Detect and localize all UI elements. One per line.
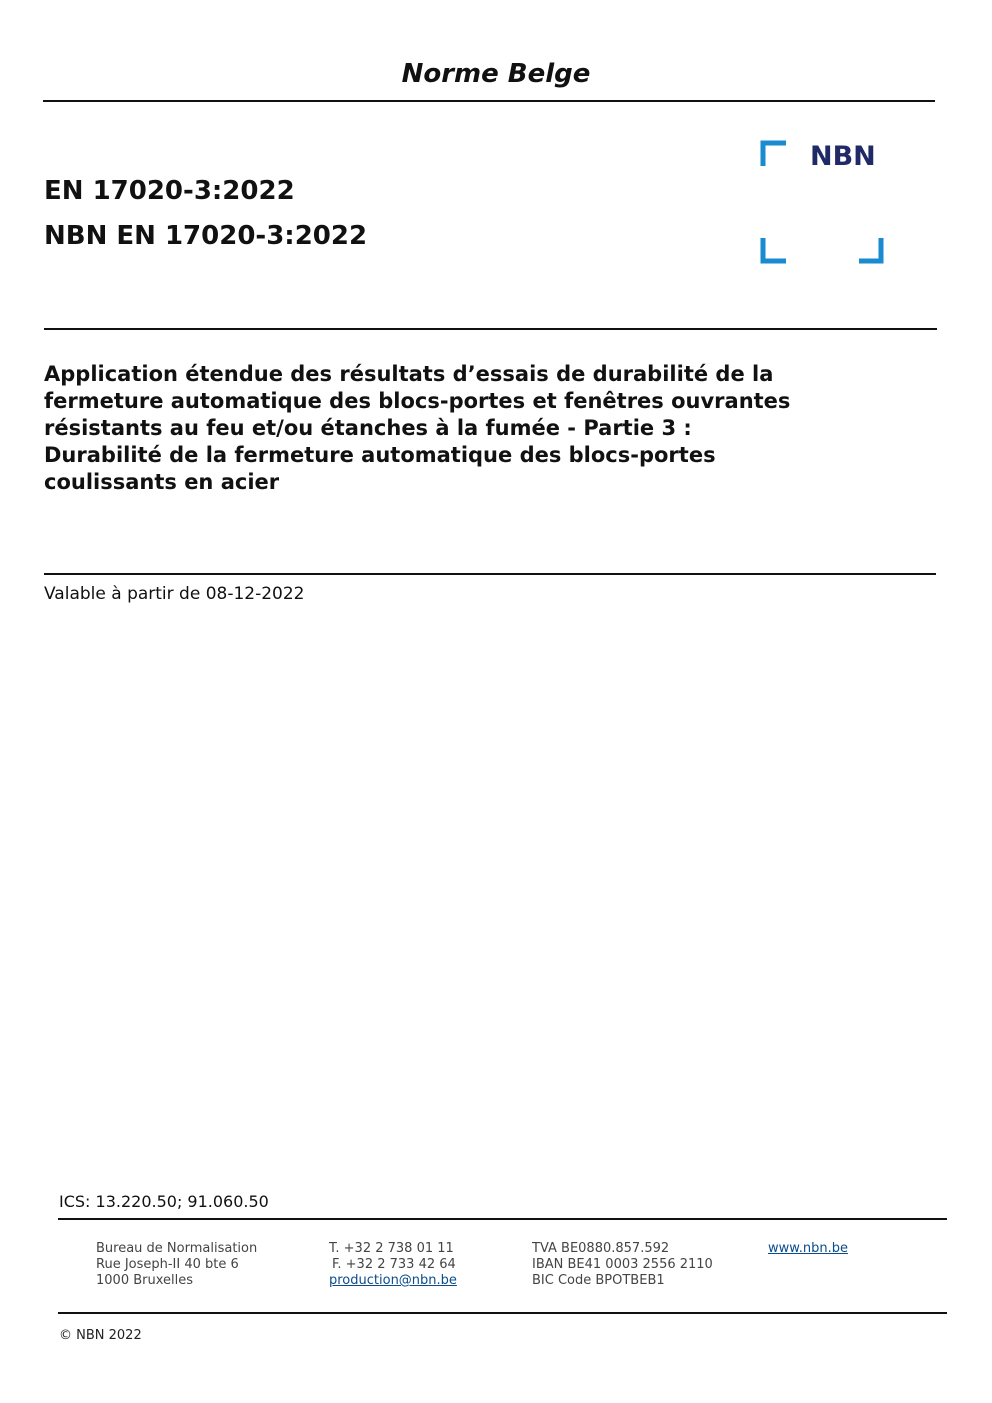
- fax-number: F. +32 2 733 42 64: [332, 1257, 456, 1272]
- ics-codes: ICS: 13.220.50; 91.060.50: [59, 1192, 269, 1211]
- document-title-line: coulissants en acier: [44, 470, 280, 494]
- validity-date: Valable à partir de 08-12-2022: [44, 584, 305, 604]
- footer-divider-bottom: [58, 1312, 947, 1314]
- vat-number: TVA BE0880.857.592: [532, 1241, 670, 1256]
- standard-code-nbn: NBN EN 17020-3:2022: [44, 221, 368, 251]
- document-title-line: résistants au feu et/ou étanches à la fumée - Partie 3 :: [44, 416, 692, 440]
- footer-banking: [532, 1241, 713, 1289]
- document-title: [44, 361, 924, 496]
- footer-website: [768, 1241, 848, 1257]
- header-divider: [43, 100, 935, 102]
- header-title: Norme Belge: [401, 59, 591, 89]
- footer-divider-top: [58, 1218, 947, 1220]
- copyright-notice: © NBN 2022: [59, 1328, 142, 1343]
- nbn-logo: [760, 140, 886, 266]
- address-line: Rue Joseph-II 40 bte 6: [96, 1257, 239, 1272]
- phone-number: T. +32 2 738 01 11: [329, 1241, 454, 1256]
- nbn-logo-text: NBN: [810, 141, 876, 172]
- iban-number: IBAN BE41 0003 2556 2110: [532, 1257, 713, 1272]
- title-divider-bottom: [44, 573, 936, 575]
- address-line: 1000 Bruxelles: [96, 1273, 194, 1288]
- footer-contact: [329, 1241, 457, 1289]
- email-link[interactable]: production@nbn.be: [329, 1273, 457, 1288]
- bic-code: BIC Code BPOTBEB1: [532, 1273, 665, 1288]
- address-line: Bureau de Normalisation: [96, 1241, 258, 1256]
- footer-address: [96, 1241, 257, 1289]
- document-title-line: fermeture automatique des blocs-portes et fenêtres ouvrantes: [44, 389, 791, 413]
- title-divider-top: [44, 328, 937, 330]
- document-title-line: Application étendue des résultats d’essais de durabilité de la: [44, 362, 774, 386]
- website-link[interactable]: www.nbn.be: [768, 1241, 848, 1256]
- nbn-corner-brackets-icon: [760, 140, 886, 266]
- document-title-line: Durabilité de la fermeture automatique des blocs-portes: [44, 443, 716, 467]
- standard-code-en: EN 17020-3:2022: [44, 176, 295, 206]
